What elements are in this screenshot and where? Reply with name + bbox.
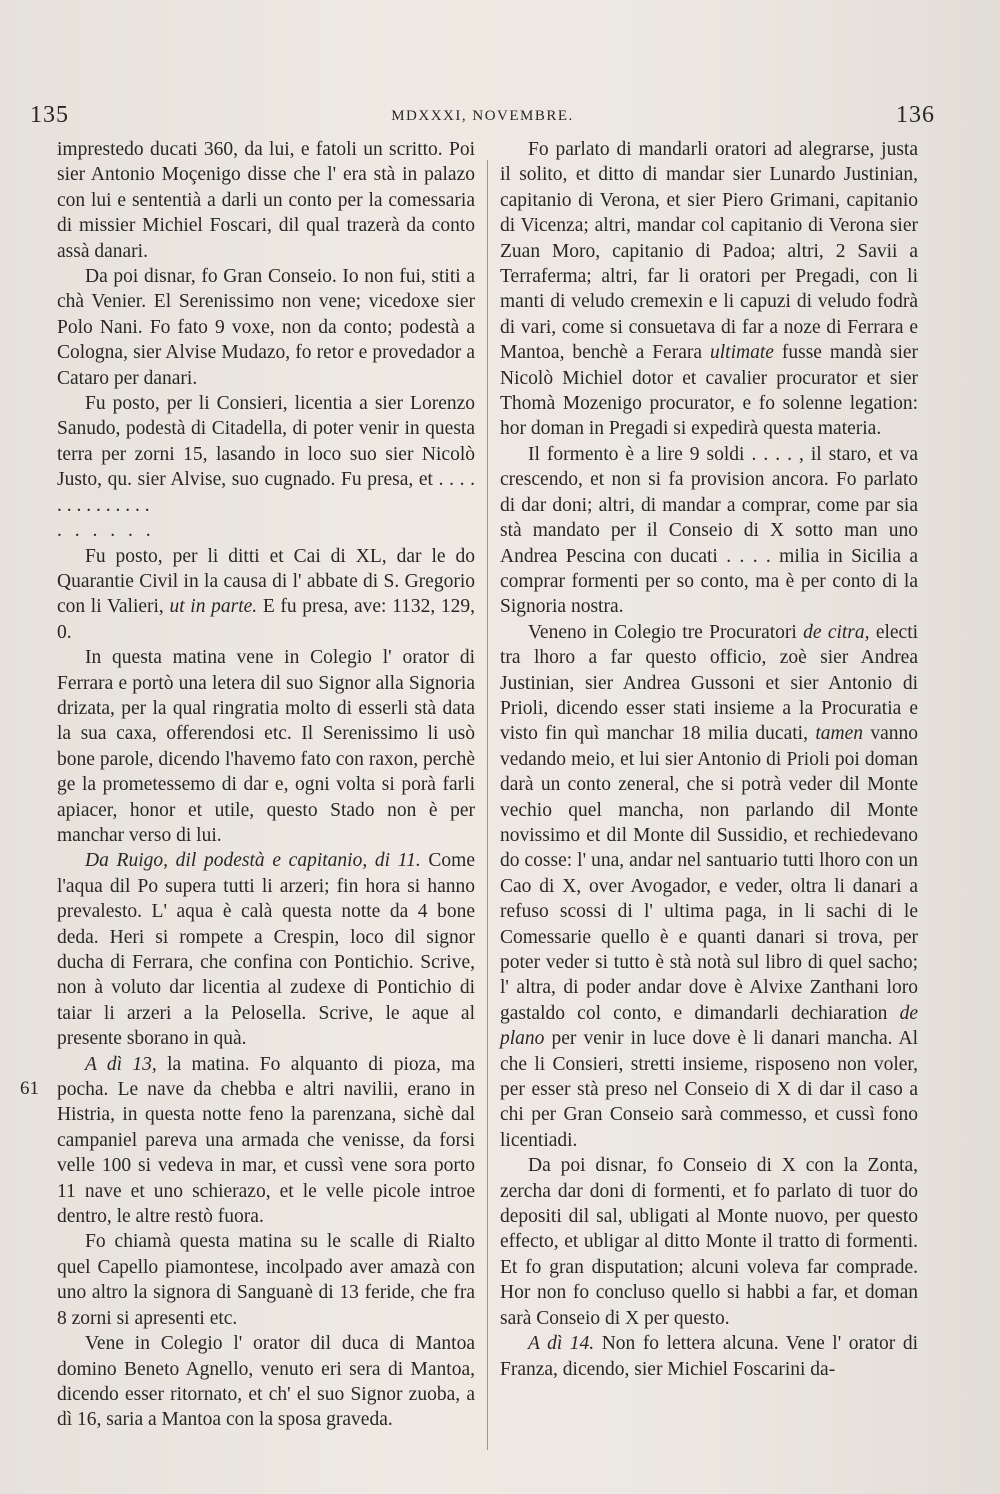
text-run: la matina. Fo alquanto di pioza, ma pocha. Le nave da chebba e altri navilii, erano in Histria, in questa notte feno la parenzana, sichè dal campaniel pareva una armada che venisse, da forsi velle 100 si vedeva in mar, et cussì vene sora porto 11 nave et uno schierazo, et le velle picole introe dentro, le altre restò fuora. <box>57 1053 475 1228</box>
text-run: per venir in luce dove è li danari mancha. Al che li Consieri, stretti insieme, risposeno non voler, per esser stà preso nel Conseio di X di dar il caso a chi per Gran Conseio sarà commesso, et cussì fono licentiadi. <box>500 1028 918 1151</box>
page-number-right: 136 <box>896 102 935 128</box>
paragraph: imprestedo ducati 360, da lui, e fatoli un scritto. Poi sier Antonio Moçenigo disse che l' era stà in palazo con lui e sententià a darli un conto per la comessaria di missier Michiel Foscari, dil qual trazerà da conto assà danari. <box>57 139 475 262</box>
paragraph <box>500 1331 918 1382</box>
ellipsis-line: . . . . . . <box>57 520 155 542</box>
page-number-left: 135 <box>30 102 69 128</box>
paragraph <box>57 848 475 1051</box>
italic-run: de citra, <box>803 621 870 643</box>
paragraph: Fo chiamà questa matina su le scalle di Rialto quel Capello piamontese, incolpado aver amazà con uno altro la signora di Sanguanè di 13 feride, che fra 8 zorni si apresenti etc. <box>57 1231 475 1329</box>
text-run: fusse mandà sier Nicolò Michiel dotor et cavalier procurator et sier Thomà Mozenigo procurator, e fo solenne legation: hor doman in Pregadi si expedirà questa materia. <box>500 342 919 440</box>
italic-date: A dì 13, <box>85 1053 157 1075</box>
paragraph: In questa matina vene in Colegio l' orator di Ferrara e portò una letera dil suo Signor alla Signoria drizata, per la qual ringratia molto di esserli stà data la sua caxa, offerendosi etc. Il Serenissimo li usò bone parole, dicendo l'havemo fato con raxon, perchè ge la prometessemo di dar e, ogni volta si porà farli apiacer, honor et utile, questo Stado non è per manchar verso di lui. <box>57 647 475 846</box>
italic-heading: Da Ruigo, dil podestà e capitanio, di 11. <box>85 850 421 872</box>
italic-run: de plano <box>500 1002 918 1050</box>
paragraph: Il formento è a lire 9 soldi . . . . , il staro, et va crescendo, et non si fa provision ancora. Fo parlato di dar doni; altri, di mandar a comprar, come par sia stà mandato per il Conseio di X sotto man uno Andrea Pescina con ducati . . . . milia in Sicilia a comprar formenti per so conto, ma è per conto di la Signoria nostra. <box>500 443 918 618</box>
italic-date: A dì 14. <box>528 1333 595 1355</box>
text-run: Fo parlato di mandarli oratori ad alegrarse, justa il solito, et ditto di mandar sier Lunardo Justinian, capitanio di Verona, et sier Piero Grimani, capitanio di Vicenza; altri, mandar col capitanio di Verona sier Zuan Moro, capitanio di Padoa; altri, 2 Savii a Terraferma; altri, far li oratori per Pregadi, con li manti di veludo cremexin e li capuzi di veludo fodrà di vari, come si consuetava di far a noze di Ferrara e Mantoa, benchè a Ferara <box>500 139 918 364</box>
italic-run: tamen <box>815 723 863 745</box>
text-run: Fu posto, per li ditti et Cai di XL, dar le do Quarantie Civil in la causa di l' abbate di S. Gregorio con li Valieri, <box>57 545 475 618</box>
text-run: Non fo lettera alcuna. Vene l' orator di Franza, dicendo, sier Michiel Foscarini da- <box>500 1333 918 1380</box>
paragraph <box>500 137 918 442</box>
margin-note: 61 <box>20 1078 39 1099</box>
paragraph <box>57 544 475 646</box>
running-title: MDXXXI, NOVEMBRE. <box>391 108 574 124</box>
italic-run: ultimate <box>709 342 774 364</box>
column-divider <box>487 160 488 1450</box>
paragraph: Fu posto, per li Consieri, licentia a sier Lorenzo Sanudo, podestà di Citadella, di poter venir in questa terra per zorni 15, lasando in loco suo sier Nicolò Justo, qu. sier Alvise, suo cugnado. Fu presa, et . . . . . . . . . . . . . . <box>57 393 475 516</box>
text-run: E fu presa, ave: 1132, 129, 0. <box>57 596 476 643</box>
paragraph: Vene in Colegio l' orator dil duca di Mantoa domino Beneto Agnello, venuto eri sera di Mantoa, dicendo esser ritornato, et ch' el suo Signor zuoba, a dì 16, saria a Mantoa con la sposa graveda. <box>57 1333 475 1431</box>
left-column <box>57 137 475 1433</box>
paragraph <box>57 1052 475 1230</box>
paragraph <box>500 620 918 1154</box>
text-run: Come l'aqua dil Po supera tutti li arzeri; fin hora si hanno prevalesto. L' aqua è calà questa notte da 4 bone deda. Heri si rompete a Crespin, loco dil signor ducha di Ferrara, che confina con Pontichio. Scrive, non à voluto dar licentia al zudexe di Pontichio di taiar li arzeri a la Pelosella. Scrive, le aque al presente sborano in quà. <box>57 850 475 1050</box>
text-run: vanno vedando meio, et lui sier Antonio di Prioli poi doman darà un conto zeneral, che si potrà veder dil Monte vechio quel mancha, non parlando dil Monte novissimo et dil Monte dil Sussidio, et rechiedevano do cosse: l' una, andar nel santuario tutti lhoro con un Cao di X, over Avogador, e veder, oltra li danari a refuso scossi di l' ultima paga, in li sachi di le Comessarie quello è e quanti danari si trova, per poter veder si tutto è stà notà sul libro di quel sacho; l' altra, di poder andar dove è Alvixe Zanthani loro gastaldo col conto, e dimandarli dechiaration <box>500 723 919 1024</box>
paragraph: Da poi disnar, fo Gran Conseio. Io non fui, stiti a chà Venier. El Serenissimo non vene; vicedoxe sier Polo Nani. Fo fato 9 voxe, non da conto; podestà a Cologna, sier Alvise Mudazo, fo retor e provedador a Cataro per danari. <box>57 266 475 389</box>
page-header <box>30 102 935 132</box>
paragraph: Da poi disnar, fo Conseio di X con la Zonta, zercha dar doni di formenti, et fo parlato di tuor do depositi dil sal, ubligati al Monte nuovo, per questo effecto, et ubligar al ditto Monte il tratto di formenti. Et fo gran disputation; alcuni voleva far comprade. Hor non fo concluso quello si habbi a far, et doman sarà Conseio di X per questo. <box>500 1155 918 1329</box>
text-run: electi tra lhoro a far questo officio, zoè sier Andrea Justinian, sier Andrea Gussoni et sier Antonio di Prioli, dicendo esser stati insieme a la Procuratia e visto fin quì manchar 18 milia ducati, <box>500 621 919 745</box>
right-column <box>500 137 918 1382</box>
text-run: Veneno in Colegio tre Procuratori <box>528 621 797 643</box>
italic-run: ut in parte. <box>169 596 258 618</box>
